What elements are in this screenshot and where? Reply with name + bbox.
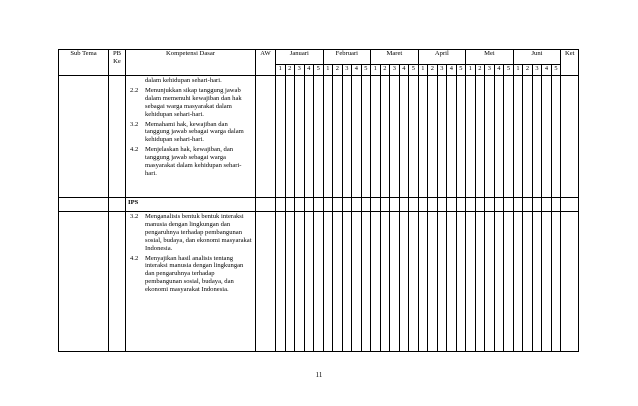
week-number-header: 5	[361, 65, 371, 76]
kd-item-text: Menjelaskan hak, kewajiban, dan tanggung jawab sebagai warga masyarakat dalam kehidupan sehari-hari.	[145, 146, 242, 177]
week-cell	[304, 212, 314, 352]
week-cell	[418, 76, 428, 198]
sub-tema-cell	[59, 198, 109, 212]
header-pb-ke	[109, 50, 126, 76]
week-cell	[485, 198, 495, 212]
week-cell	[447, 212, 457, 352]
week-cell	[475, 198, 485, 212]
week-number-header: 1	[466, 65, 476, 76]
week-cell	[380, 198, 390, 212]
week-cell	[314, 198, 324, 212]
week-number-header: 2	[428, 65, 438, 76]
week-cell	[513, 76, 523, 198]
week-number-header: 4	[542, 65, 552, 76]
week-cell	[523, 76, 533, 198]
week-cell	[542, 76, 552, 198]
week-number-header: 1	[371, 65, 381, 76]
kd-item-number: 4.2	[130, 146, 139, 154]
kd-item-text: Menyajikan hasil analisis tentang interaksi manusia dengan lingkungan dan pengaruhnya terhadap pembangunan sosial, budaya, dan ekonomi masyarakat Indonesia.	[145, 254, 244, 294]
week-cell	[314, 76, 324, 198]
pb-ke-cell	[109, 212, 126, 352]
week-number-header: 4	[304, 65, 314, 76]
week-cell	[447, 76, 457, 198]
week-number-header: 3	[295, 65, 305, 76]
week-cell	[399, 212, 409, 352]
week-cell	[390, 76, 400, 198]
week-number-header: 3	[342, 65, 352, 76]
week-cell	[409, 76, 419, 198]
week-cell	[380, 76, 390, 198]
week-cell	[323, 76, 333, 198]
week-cell	[371, 212, 381, 352]
week-cell	[361, 198, 371, 212]
week-cell	[532, 76, 542, 198]
week-cell	[304, 198, 314, 212]
week-cell	[361, 212, 371, 352]
ket-cell	[561, 76, 579, 198]
week-cell	[285, 198, 295, 212]
week-cell	[342, 212, 352, 352]
week-number-header: 4	[447, 65, 457, 76]
week-cell	[390, 198, 400, 212]
kompetensi-dasar-cell	[126, 76, 256, 198]
week-cell	[380, 212, 390, 352]
pb-ke-cell	[109, 76, 126, 198]
week-cell	[418, 198, 428, 212]
week-cell	[295, 212, 305, 352]
header-month-maret: Maret	[371, 50, 419, 65]
week-cell	[513, 212, 523, 352]
week-cell	[504, 76, 514, 198]
week-cell	[409, 212, 419, 352]
week-cell	[352, 76, 362, 198]
week-cell	[409, 198, 419, 212]
week-cell	[542, 198, 552, 212]
header-month-juni: Juni	[513, 50, 561, 65]
week-number-header: 5	[409, 65, 419, 76]
kd-item-number: 3.2	[130, 213, 139, 220]
week-number-header: 3	[532, 65, 542, 76]
week-cell	[437, 212, 447, 352]
week-cell	[342, 76, 352, 198]
week-cell	[532, 198, 542, 212]
kd-item-number: 4.2	[130, 254, 139, 262]
aw-cell	[256, 76, 276, 198]
kd-item	[130, 87, 252, 119]
week-number-header: 5	[504, 65, 514, 76]
week-cell	[361, 76, 371, 198]
week-cell	[523, 198, 533, 212]
week-cell	[323, 198, 333, 212]
pb-ke-cell	[109, 198, 126, 212]
week-number-header: 2	[285, 65, 295, 76]
header-pb-ke-line2: Ke	[113, 58, 121, 65]
kd-item-number: 2.2	[130, 86, 139, 94]
week-cell	[371, 76, 381, 198]
header-month-februari: Februari	[323, 50, 371, 65]
kompetensi-dasar-cell	[126, 212, 256, 352]
week-cell	[352, 212, 362, 352]
week-number-header: 4	[494, 65, 504, 76]
week-cell	[456, 76, 466, 198]
week-cell	[513, 198, 523, 212]
subject-header-row	[59, 198, 579, 212]
ket-cell	[561, 212, 579, 352]
week-cell	[532, 212, 542, 352]
kd-item	[130, 146, 252, 178]
week-number-header: 5	[314, 65, 324, 76]
week-cell	[494, 212, 504, 352]
page-number: 11	[315, 371, 323, 379]
week-cell	[276, 198, 286, 212]
week-cell	[276, 76, 286, 198]
aw-cell	[256, 212, 276, 352]
week-number-header: 3	[390, 65, 400, 76]
kd-item-number: 3.2	[130, 120, 139, 128]
week-cell	[456, 198, 466, 212]
week-number-header: 3	[485, 65, 495, 76]
week-cell	[295, 76, 305, 198]
week-cell	[437, 198, 447, 212]
week-cell	[304, 76, 314, 198]
rpp-schedule-table	[58, 49, 579, 352]
kd-item	[130, 213, 252, 253]
week-cell	[437, 76, 447, 198]
week-cell	[475, 76, 485, 198]
week-cell	[352, 198, 362, 212]
header-month-april: April	[418, 50, 466, 65]
week-cell	[485, 212, 495, 352]
week-cell	[504, 198, 514, 212]
header-aw: AW	[256, 50, 276, 76]
week-cell	[428, 212, 438, 352]
table-row	[59, 212, 579, 352]
week-cell	[285, 76, 295, 198]
kd-item-text: Memahami hak, kewajiban dan tanggung jawab sebagai warga dalam kehidupan sehari-hari.	[145, 120, 244, 144]
week-cell	[342, 198, 352, 212]
week-cell	[523, 212, 533, 352]
header-ket: Ket	[561, 50, 579, 76]
week-cell	[551, 76, 561, 198]
week-cell	[494, 76, 504, 198]
week-cell	[323, 212, 333, 352]
week-cell	[371, 198, 381, 212]
header-sub-tema: Sub Tema	[59, 50, 109, 76]
week-cell	[466, 198, 476, 212]
week-number-header: 5	[456, 65, 466, 76]
week-cell	[399, 198, 409, 212]
sub-tema-cell	[59, 212, 109, 352]
week-cell	[399, 76, 409, 198]
kd-item-text: Menganalisis bentuk bentuk interaksi manusia dengan lingkungan dan pengaruhnya terhadap pembangunan sosial, budaya, dan ekonomi masyarakat Indonesia.	[145, 213, 252, 252]
week-cell	[475, 212, 485, 352]
week-number-header: 4	[352, 65, 362, 76]
header-kompetensi-dasar: Kompetensi Dasar	[126, 50, 256, 76]
week-number-header: 3	[437, 65, 447, 76]
week-number-header: 5	[551, 65, 561, 76]
week-cell	[551, 212, 561, 352]
week-cell	[314, 212, 324, 352]
week-cell	[504, 212, 514, 352]
week-cell	[542, 212, 552, 352]
week-cell	[428, 76, 438, 198]
week-number-header: 1	[323, 65, 333, 76]
week-cell	[456, 212, 466, 352]
kd-continuation-text: dalam kehidupan sehari-hari.	[145, 77, 222, 84]
header-month-mei: Mei	[466, 50, 514, 65]
week-cell	[447, 198, 457, 212]
week-cell	[285, 212, 295, 352]
week-cell	[494, 198, 504, 212]
week-cell	[466, 76, 476, 198]
week-cell	[276, 212, 286, 352]
subject-label: IPS	[126, 198, 256, 212]
aw-cell	[256, 198, 276, 212]
week-number-header: 2	[333, 65, 343, 76]
week-cell	[390, 212, 400, 352]
week-cell	[333, 212, 343, 352]
week-cell	[333, 198, 343, 212]
kd-item-text: Menunjukkan sikap tanggung jawab dalam memenuhi kewajiban dan hak sebagai warga masyarakat dalam kehidupan sehari-hari.	[145, 86, 242, 118]
week-cell	[418, 212, 428, 352]
week-number-header: 1	[513, 65, 523, 76]
week-number-header: 2	[380, 65, 390, 76]
week-cell	[485, 76, 495, 198]
sub-tema-cell	[59, 76, 109, 198]
week-cell	[428, 198, 438, 212]
week-cell	[466, 212, 476, 352]
kd-item	[130, 121, 252, 145]
table-row	[59, 76, 579, 198]
kd-item	[130, 255, 252, 295]
week-number-header: 1	[418, 65, 428, 76]
ket-cell	[561, 198, 579, 212]
week-cell	[295, 198, 305, 212]
week-number-header: 4	[399, 65, 409, 76]
week-cell	[333, 76, 343, 198]
header-pb-ke-line1: PB	[112, 50, 122, 57]
week-number-header: 2	[523, 65, 533, 76]
week-cell	[551, 198, 561, 212]
week-number-header: 1	[276, 65, 286, 76]
header-month-januari: Januari	[276, 50, 324, 65]
week-number-header: 2	[475, 65, 485, 76]
